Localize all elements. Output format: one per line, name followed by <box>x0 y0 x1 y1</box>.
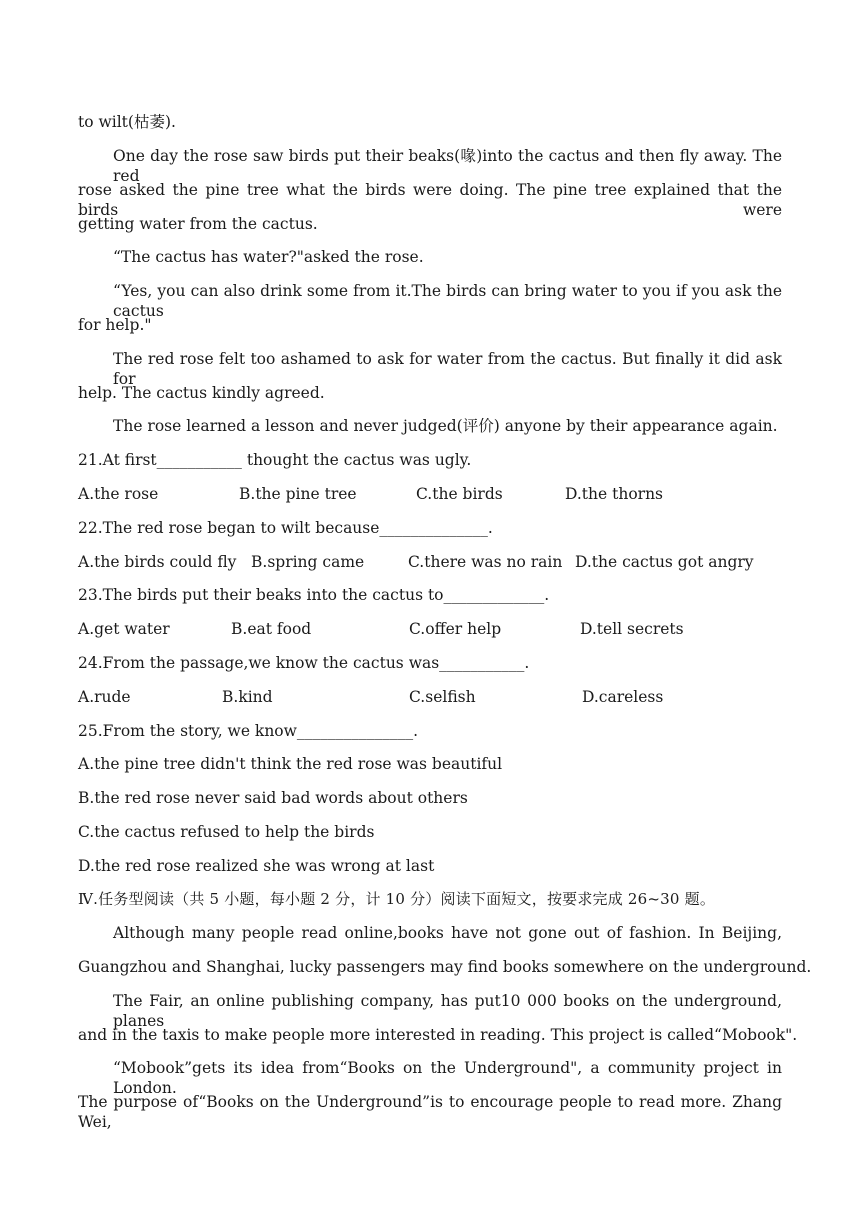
option-d: D.careless <box>582 688 664 706</box>
option-c: C.there was no rain <box>408 553 563 571</box>
passage-line: Guangzhou and Shanghai, lucky passengers may find books somewhere on the underground. <box>78 958 812 976</box>
option-d: D.the cactus got angry <box>575 553 754 571</box>
story-line: rose asked the pine tree what the birds were doing. The pine tree explained that the birds were <box>78 181 782 219</box>
story-line: to wilt(枯萎). <box>78 113 176 131</box>
question-stem: 23.The birds put their beaks into the cactus to_____________. <box>78 586 550 604</box>
option-d: D.the red rose realized she was wrong at last <box>78 857 435 875</box>
passage-line: Although many people read online,books have not gone out of fashion. In Beijing, <box>113 924 782 942</box>
option-b: B.spring came <box>251 553 365 571</box>
option-c: C.offer help <box>409 620 502 638</box>
question-stem: 21.At first___________ thought the cactus was ugly. <box>78 451 472 469</box>
story-line: The red rose felt too ashamed to ask for water from the cactus. But finally it did ask for <box>113 350 782 388</box>
question-stem: 22.The red rose began to wilt because______________. <box>78 519 493 537</box>
passage-line: The Fair, an online publishing company, has put10 000 books on the underground, planes <box>113 992 782 1030</box>
story-line: “Yes, you can also drink some from it.The birds can bring water to you if you ask the cactus <box>113 282 782 320</box>
story-line: getting water from the cactus. <box>78 215 318 233</box>
section-heading: Ⅳ.任务型阅读（共 5 小题，每小题 2 分，计 10 分）阅读下面短文，按要求完成 26~30 题。 <box>78 890 716 908</box>
option-a: A.get water <box>78 620 170 638</box>
option-d: D.tell secrets <box>580 620 684 638</box>
option-b: B.the pine tree <box>239 485 357 503</box>
option-b: B.the red rose never said bad words about others <box>78 789 468 807</box>
story-line: One day the rose saw birds put their beaks(喙)into the cactus and then fly away. The red <box>113 147 782 185</box>
question-stem: 25.From the story, we know_______________. <box>78 722 419 740</box>
story-line: “The cactus has water?"asked the rose. <box>113 248 424 266</box>
option-a: A.the birds could fly <box>78 553 237 571</box>
option-c: C.the birds <box>416 485 503 503</box>
passage-line: The purpose of“Books on the Underground”is to encourage people to read more. Zhang Wei, <box>78 1093 782 1131</box>
passage-line: “Mobook”gets its idea from“Books on the Underground", a community project in London. <box>113 1059 782 1097</box>
option-a: A.the pine tree didn't think the red rose was beautiful <box>78 755 503 773</box>
story-line: help. The cactus kindly agreed. <box>78 384 325 402</box>
story-line: for help." <box>78 316 152 334</box>
passage-line: and in the taxis to make people more interested in reading. This project is called“Mobook". <box>78 1026 798 1044</box>
option-b: B.eat food <box>231 620 312 638</box>
story-line: The rose learned a lesson and never judged(评价) anyone by their appearance again. <box>113 417 778 435</box>
option-a: A.the rose <box>78 485 159 503</box>
option-b: B.kind <box>222 688 273 706</box>
option-c: C.selfish <box>409 688 476 706</box>
option-d: D.the thorns <box>565 485 664 503</box>
question-stem: 24.From the passage,we know the cactus was___________. <box>78 654 530 672</box>
option-a: A.rude <box>78 688 131 706</box>
option-c: C.the cactus refused to help the birds <box>78 823 375 841</box>
